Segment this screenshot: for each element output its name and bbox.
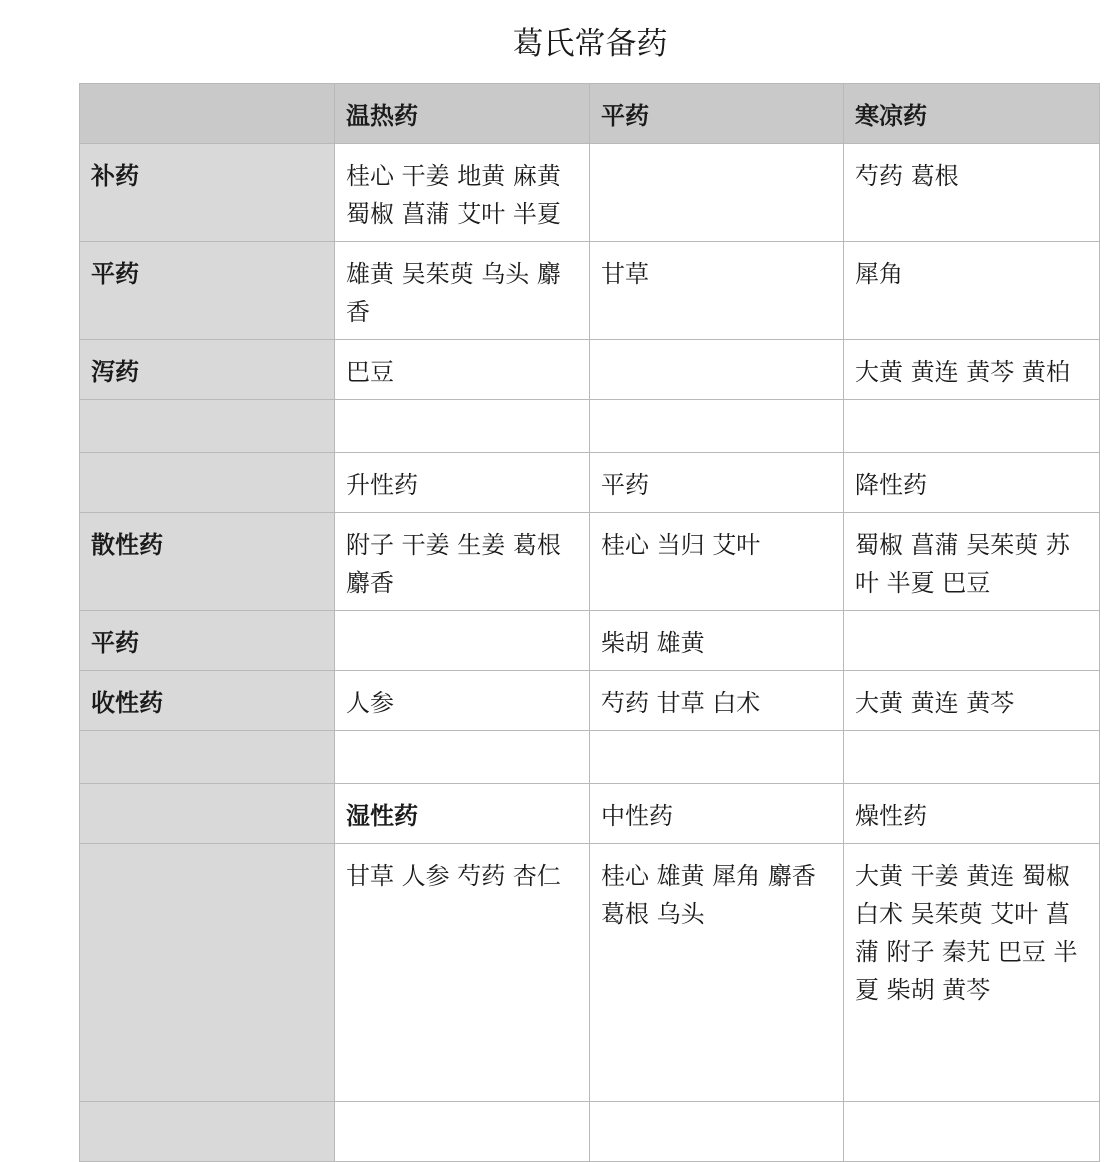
table-cell[interactable]: 蜀椒 菖蒲 吴茱萸 苏叶 半夏 巴豆 bbox=[844, 513, 1100, 611]
table-cell[interactable]: 桂心 干姜 地黄 麻黄 蜀椒 菖蒲 艾叶 半夏 bbox=[335, 144, 590, 242]
row-header-cell[interactable] bbox=[80, 453, 335, 513]
table-row bbox=[80, 671, 1100, 731]
table-cell[interactable]: 燥性药 bbox=[844, 784, 1100, 844]
table-cell[interactable]: 大黄 干姜 黄连 蜀椒 白术 吴茱萸 艾叶 菖蒲 附子 秦艽 巴豆 半夏 柴胡 黄芩 bbox=[844, 844, 1100, 1102]
table-cell[interactable] bbox=[590, 731, 844, 784]
row-header-cell[interactable]: 泻药 bbox=[80, 340, 335, 400]
table-cell[interactable]: 平药 bbox=[590, 453, 844, 513]
table-cell[interactable] bbox=[590, 340, 844, 400]
table-cell[interactable]: 桂心 雄黄 犀角 麝香 葛根 乌头 bbox=[590, 844, 844, 1102]
table-row bbox=[80, 731, 1100, 784]
table-row bbox=[80, 1102, 1100, 1162]
table-row bbox=[80, 513, 1100, 611]
table-cell[interactable] bbox=[335, 1102, 590, 1162]
row-header-cell[interactable] bbox=[80, 400, 335, 453]
table-cell[interactable]: 附子 干姜 生姜 葛根 麝香 bbox=[335, 513, 590, 611]
table-cell[interactable]: 中性药 bbox=[590, 784, 844, 844]
table-cell[interactable]: 大黄 黄连 黄芩 bbox=[844, 671, 1100, 731]
document-title: 葛氏常备药 bbox=[512, 26, 668, 62]
table-cell[interactable] bbox=[844, 611, 1100, 671]
table-row bbox=[80, 453, 1100, 513]
table-cell[interactable] bbox=[590, 400, 844, 453]
table-cell[interactable]: 人参 bbox=[335, 671, 590, 731]
table-cell[interactable] bbox=[590, 1102, 844, 1162]
table-row bbox=[80, 784, 1100, 844]
table-cell[interactable]: 甘草 bbox=[590, 242, 844, 340]
table-row bbox=[80, 340, 1100, 400]
table-cell[interactable]: 芍药 葛根 bbox=[844, 144, 1100, 242]
header-cell-neutral[interactable]: 平药 bbox=[590, 84, 844, 144]
table-cell[interactable] bbox=[590, 144, 844, 242]
row-header-cell[interactable] bbox=[80, 784, 335, 844]
table-cell[interactable]: 柴胡 雄黄 bbox=[590, 611, 844, 671]
row-header-cell[interactable]: 平药 bbox=[80, 242, 335, 340]
row-header-cell[interactable]: 散性药 bbox=[80, 513, 335, 611]
table-row bbox=[80, 144, 1100, 242]
table-cell[interactable]: 桂心 当归 艾叶 bbox=[590, 513, 844, 611]
table-row bbox=[80, 844, 1100, 1102]
header-row bbox=[80, 84, 1100, 144]
table-cell[interactable] bbox=[844, 731, 1100, 784]
row-header-cell[interactable] bbox=[80, 844, 335, 1102]
medicine-table bbox=[79, 83, 1100, 1162]
header-cell-corner[interactable] bbox=[80, 84, 335, 144]
row-header-cell[interactable] bbox=[80, 731, 335, 784]
row-header-cell[interactable] bbox=[80, 1102, 335, 1162]
table-cell[interactable] bbox=[335, 611, 590, 671]
table-cell[interactable]: 大黄 黄连 黄芩 黄柏 bbox=[844, 340, 1100, 400]
table-cell[interactable]: 芍药 甘草 白术 bbox=[590, 671, 844, 731]
table-cell[interactable] bbox=[335, 731, 590, 784]
table-cell[interactable] bbox=[844, 400, 1100, 453]
row-header-cell[interactable]: 补药 bbox=[80, 144, 335, 242]
table-row bbox=[80, 400, 1100, 453]
table-cell[interactable] bbox=[844, 1102, 1100, 1162]
row-header-cell[interactable]: 收性药 bbox=[80, 671, 335, 731]
table-cell[interactable]: 巴豆 bbox=[335, 340, 590, 400]
table-cell[interactable] bbox=[335, 400, 590, 453]
table-row bbox=[80, 611, 1100, 671]
table-cell[interactable]: 雄黄 吴茱萸 乌头 麝香 bbox=[335, 242, 590, 340]
header-cell-cold[interactable]: 寒凉药 bbox=[844, 84, 1100, 144]
table-cell[interactable]: 犀角 bbox=[844, 242, 1100, 340]
table-cell[interactable]: 升性药 bbox=[335, 453, 590, 513]
table-cell[interactable]: 湿性药 bbox=[335, 784, 590, 844]
row-header-cell[interactable]: 平药 bbox=[80, 611, 335, 671]
table-cell[interactable]: 降性药 bbox=[844, 453, 1100, 513]
table-cell[interactable]: 甘草 人参 芍药 杏仁 bbox=[335, 844, 590, 1102]
header-cell-warm[interactable]: 温热药 bbox=[335, 84, 590, 144]
table-row bbox=[80, 242, 1100, 340]
